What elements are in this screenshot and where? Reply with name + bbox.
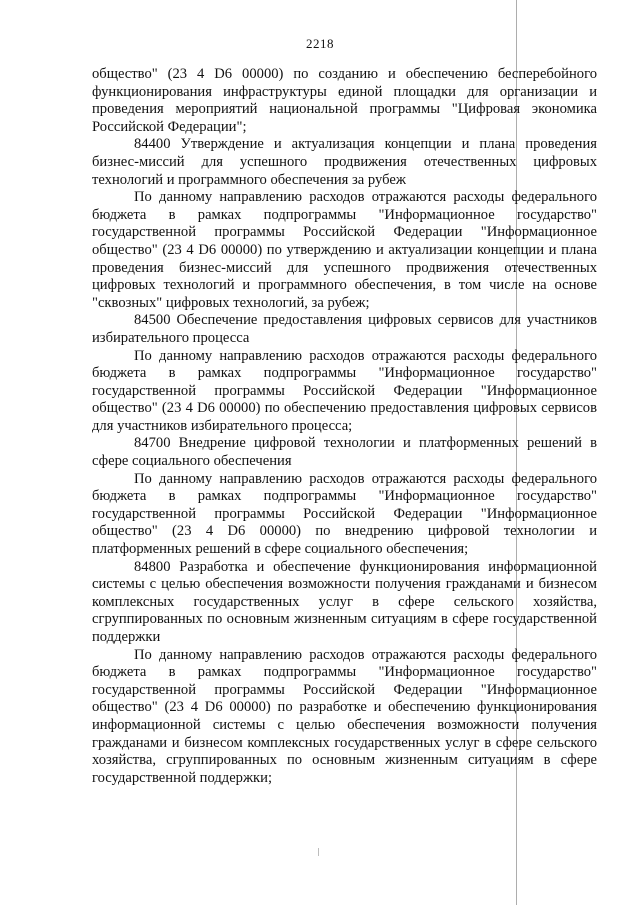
section-heading-84700: 84700 Внедрение цифровой технологии и платформенных решений в сфере социального обеспечения [92, 435, 597, 470]
paragraph-84800-description: По данному направлению расходов отражаются расходы федерального бюджета в рамках подпрограммы "Информационное государство" государственной программы Российской Федерации "Информационное общество" (23 4 D6 00000) по разработке и обеспечению функционирования информационной системы с целью обеспечения возможности получения гражданами и бизнесом комплексных государственных услуг в сфере сельского хозяйства, сгруппированных по основным жизненным ситуациям в сфере государственной поддержки; [92, 646, 597, 786]
section-heading-84800: 84800 Разработка и обеспечение функционирования информационной системы с целью обеспечения возможности получения гражданами и бизнесом комплексных государственных услуг в сфере сельского хозяйства, сгруппированных по основным жизненным ситуациям в сфере государственной поддержки [92, 558, 597, 645]
paragraph-continuation: общество" (23 4 D6 00000) по созданию и обеспечению бесперебойного функционирования инфраструктуры единой площадки для организации и проведения мероприятий национальной программы "Цифровая экономика Российской Федерации"; [92, 66, 597, 135]
scan-artifact-speck [318, 848, 319, 856]
paragraph-84700-description: По данному направлению расходов отражаются расходы федерального бюджета в рамках подпрограммы "Информационное государство" государственной программы Российской Федерации "Информационное общество" (23 4 D6 00000) по внедрению цифровой технологии и платформенных решений в сфере социального обеспечения; [92, 470, 597, 558]
paragraph-84500-description: По данному направлению расходов отражаются расходы федерального бюджета в рамках подпрограммы "Информационное государство" государственной программы Российской Федерации "Информационное общество" (23 4 D6 00000) по обеспечению предоставления цифровых сервисов для участников избирательного процесса; [92, 347, 597, 434]
document-body [92, 66, 597, 787]
paragraph-84400-description: По данному направлению расходов отражаются расходы федерального бюджета в рамках подпрограммы "Информационное государство" государственной программы Российской Федерации "Информационное общество" (23 4 D6 00000) по утверждению и актуализации концепции и плана проведения бизнес-миссий для успешного продвижения отечественных цифровых технологий и программного обеспечения, в том числе на основе "сквозных" цифровых технологий, за рубеж; [92, 189, 597, 311]
page-number: 2218 [306, 36, 334, 51]
section-heading-84500: 84500 Обеспечение предоставления цифровых сервисов для участников избирательного процесса [92, 312, 597, 346]
section-heading-84400: 84400 Утверждение и актуализация концепции и плана проведения бизнес-миссий для успешного продвижения отечественных цифровых технологий и программного обеспечения за рубеж [92, 136, 597, 188]
